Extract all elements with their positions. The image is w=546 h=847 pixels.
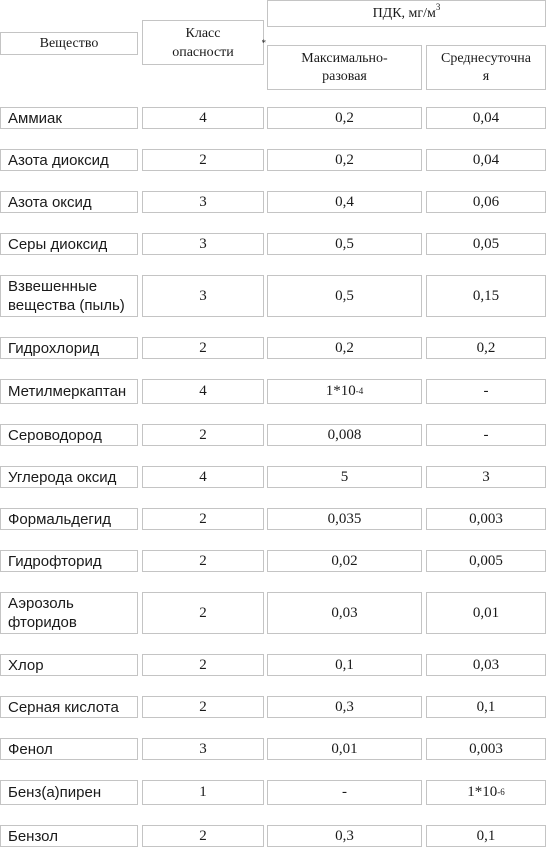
max-single-cell: 1*10 $^{-4}$	[267, 379, 422, 404]
max-single-cell: 0,5	[267, 275, 422, 317]
substance-cell: Бенз(а)пирен	[0, 780, 138, 805]
max-single-cell: 0,2	[267, 107, 422, 129]
daily-avg-cell: 3	[426, 466, 546, 488]
pdk-title-sup: 3	[435, 1, 441, 12]
hazard-class-cell: 4	[142, 107, 264, 129]
substance-cell: Серная кислота	[0, 696, 138, 718]
hazard-class-cell: 3	[142, 233, 264, 255]
max-single-cell: 0,3	[267, 696, 422, 718]
max-single-cell: 0,5	[267, 233, 422, 255]
substance-cell: Метилмеркаптан	[0, 379, 138, 404]
daily-avg-cell: 0,01	[426, 592, 546, 634]
daily-avg-cell: 0,06	[426, 191, 546, 213]
max-single-cell: 0,035	[267, 508, 422, 530]
max-single-cell: 0,1	[267, 654, 422, 676]
substance-cell: Гидрохлорид	[0, 337, 138, 359]
max-single-cell: 0,01	[267, 738, 422, 760]
hazard-class-cell: 2	[142, 424, 264, 446]
substance-cell: Гидрофторид	[0, 550, 138, 572]
daily-avg-cell: 0,005	[426, 550, 546, 572]
substance-cell: Углерода оксид	[0, 466, 138, 488]
hazard-class-label: Класс опасности	[172, 25, 234, 60]
hazard-class-cell: 4	[142, 466, 264, 488]
header-pdk	[267, 0, 546, 27]
daily-avg-cell: 0,15	[426, 275, 546, 317]
hazard-class-cell: 2	[142, 337, 264, 359]
max-single-cell: -	[267, 780, 422, 805]
daily-avg-cell: 0,1	[426, 696, 546, 718]
substance-cell: Взвешенные вещества (пыль)	[0, 275, 138, 317]
hazard-class-cell: 3	[142, 191, 264, 213]
daily-avg-cell: 0,003	[426, 738, 546, 760]
daily-avg-cell: 0,04	[426, 107, 546, 129]
max-single-cell: 0,008	[267, 424, 422, 446]
substance-cell: Хлор	[0, 654, 138, 676]
hazard-class-cell: 3	[142, 738, 264, 760]
max-single-cell: 5	[267, 466, 422, 488]
header-hazard-class: Класс опасности *	[142, 20, 264, 65]
max-single-cell: 0,2	[267, 149, 422, 171]
max-single-cell: 0,2	[267, 337, 422, 359]
hazard-class-cell: 2	[142, 592, 264, 634]
header-daily-avg: Среднесуточна я	[426, 45, 546, 90]
daily-avg-cell: 0,04	[426, 149, 546, 171]
max-single-cell: 0,03	[267, 592, 422, 634]
substance-cell: Серы диоксид	[0, 233, 138, 255]
daily-avg-cell: 1*10 $^{-6}$	[426, 780, 546, 805]
substance-cell: Аммиак	[0, 107, 138, 129]
substance-cell: Азота оксид	[0, 191, 138, 213]
max-single-cell: 0,02	[267, 550, 422, 572]
daily-avg-cell: 0,03	[426, 654, 546, 676]
hazard-class-cell: 2	[142, 149, 264, 171]
max-single-cell: 0,3	[267, 825, 422, 847]
hazard-class-cell: 3	[142, 275, 264, 317]
hazard-class-cell: 4	[142, 379, 264, 404]
hazard-class-cell: 2	[142, 654, 264, 676]
daily-avg-cell: 0,1	[426, 825, 546, 847]
substance-cell: Бензол	[0, 825, 138, 847]
header-max-single: Максимально- разовая	[267, 45, 422, 90]
daily-avg-cell: 0,2	[426, 337, 546, 359]
hazard-class-cell: 2	[142, 696, 264, 718]
header-substance: Вещество	[0, 32, 138, 55]
daily-avg-cell: 0,05	[426, 233, 546, 255]
daily-avg-cell: 0,003	[426, 508, 546, 530]
substance-cell: Аэрозоль фторидов	[0, 592, 138, 634]
hazard-class-cell: 2	[142, 508, 264, 530]
substance-cell: Сероводород	[0, 424, 138, 446]
max-single-cell: 0,4	[267, 191, 422, 213]
substance-cell: Фенол	[0, 738, 138, 760]
hazard-class-cell: 1	[142, 780, 264, 805]
daily-avg-cell: -	[426, 424, 546, 446]
substance-cell: Азота диоксид	[0, 149, 138, 171]
substance-cell: Формальдегид	[0, 508, 138, 530]
daily-avg-cell: -	[426, 379, 546, 404]
pdk-title: ПДК, мг/м	[372, 5, 436, 21]
hazard-class-cell: 2	[142, 550, 264, 572]
hazard-class-cell: 2	[142, 825, 264, 847]
